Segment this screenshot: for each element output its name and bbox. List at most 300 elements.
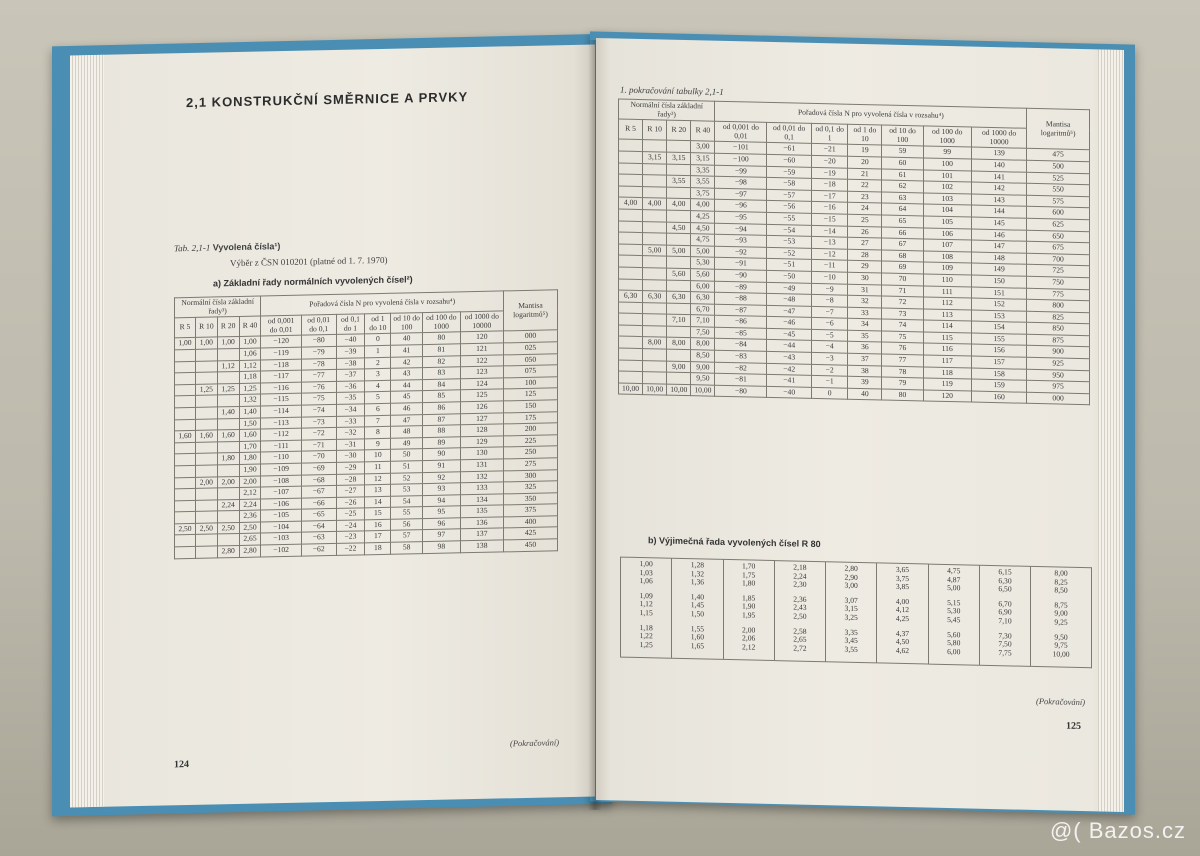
- table-cell: 68: [882, 250, 923, 263]
- table-cell: 106: [923, 227, 971, 240]
- r80-value: 2,50: [793, 611, 807, 621]
- table-cell: 950: [1027, 369, 1090, 382]
- r80-column: [928, 564, 979, 666]
- r80-value: 1,06: [639, 576, 653, 586]
- table-cell: 1,25: [217, 383, 239, 395]
- table-caption: [174, 241, 280, 253]
- r80-value: 2,18: [793, 562, 807, 572]
- table-cell: −96: [715, 200, 767, 213]
- table-cell: 9,50: [691, 373, 715, 385]
- table-cell: 5,00: [691, 245, 715, 257]
- table-cell: 138: [460, 540, 503, 553]
- table-cell: 8,00: [667, 338, 691, 350]
- r80-value: 1,65: [690, 640, 705, 651]
- table-cell: 10: [365, 450, 391, 462]
- table-cell: 2,50: [217, 522, 239, 534]
- table-cell: 137: [460, 528, 503, 541]
- table-cell: −19: [812, 167, 848, 179]
- table-cell: 31: [848, 284, 882, 296]
- r80-column: [877, 563, 928, 665]
- table-cell: 2: [365, 357, 391, 369]
- table-cell: 10,00: [643, 383, 667, 395]
- table-cell: [643, 360, 667, 372]
- table-cell: 3,55: [691, 176, 715, 188]
- table-cell: 140: [971, 159, 1026, 172]
- table-cell: −1: [812, 376, 848, 388]
- table-cell: [195, 360, 217, 372]
- table-cell: 925: [1027, 357, 1090, 370]
- table-cell: 158: [971, 368, 1026, 381]
- table-cell: −87: [715, 304, 767, 317]
- column-header: od 10 do 100: [882, 125, 923, 146]
- table-cell: 4,00: [643, 198, 667, 210]
- table-cell: [643, 256, 667, 268]
- table-cell: 6,30: [667, 291, 691, 303]
- table-cell: 18: [365, 542, 391, 554]
- table-cell: 4,00: [691, 199, 715, 211]
- table-cell: −8: [812, 294, 848, 306]
- table-cell: 82: [423, 355, 461, 367]
- table-cell: 11: [365, 461, 391, 473]
- table-cell: 150: [971, 275, 1026, 288]
- table-cell: 1,60: [175, 430, 196, 442]
- table-cell: 113: [923, 309, 971, 322]
- r80-value: 2,36: [793, 594, 807, 604]
- table-cell: [175, 396, 196, 408]
- table-cell: 19: [848, 145, 882, 157]
- site-watermark: @( Bazos.cz: [1049, 818, 1186, 843]
- table-cell: 130: [460, 447, 503, 460]
- r80-value: 5,30: [947, 606, 961, 616]
- table-cell: 7: [365, 415, 391, 427]
- table-cell: −66: [301, 497, 336, 509]
- r80-value: 1,55: [690, 623, 705, 634]
- table-cell: [619, 302, 643, 314]
- header-ordinal-numbers: Pořadová čísla N pro vyvolená čísla v rozsahu⁴): [715, 101, 1027, 128]
- table-cell: −109: [261, 463, 301, 475]
- table-cell: 24: [848, 203, 882, 215]
- table-cell: [619, 139, 643, 151]
- table-cell: [217, 441, 239, 453]
- table-cell: 136: [460, 517, 503, 530]
- table-cell: −118: [261, 359, 301, 371]
- r80-value: 1,85: [742, 593, 756, 603]
- continuation-caption: 1. pokračování tabulky 2,1-1: [620, 84, 724, 97]
- r80-value: 7,10: [998, 616, 1012, 626]
- r80-value: 3,00: [844, 580, 858, 591]
- table-cell: [217, 488, 239, 500]
- table-cell: 144: [971, 205, 1026, 218]
- table-cell: 0: [812, 387, 848, 399]
- table-cell: 86: [423, 402, 461, 414]
- table-cell: [643, 221, 667, 233]
- table-cell: 124: [460, 378, 503, 391]
- table-cell: 21: [848, 168, 882, 180]
- table-cell: −4: [812, 341, 848, 353]
- table-cell: 1,12: [239, 360, 261, 372]
- r80-value: 10,00: [1052, 649, 1070, 659]
- table-cell: 3,35: [691, 164, 715, 176]
- table-cell: −104: [261, 521, 301, 533]
- r80-value: 2,58: [793, 626, 807, 636]
- r80-value: 4,75: [947, 565, 961, 576]
- table-cell: −48: [767, 293, 812, 306]
- table-cell: −34: [336, 404, 365, 416]
- table-cell: [175, 546, 196, 558]
- table-cell: [195, 407, 217, 419]
- column-header: R 5: [175, 318, 196, 339]
- table-cell: 100: [504, 377, 558, 390]
- table-cell: 375: [504, 504, 558, 517]
- table-cell: −2: [812, 364, 848, 376]
- caption-label: Tab. 2,1-1: [174, 242, 211, 254]
- table-cell: [667, 210, 691, 222]
- table-cell: 1,50: [239, 418, 261, 430]
- table-cell: 54: [391, 495, 423, 507]
- table-cell: −120: [261, 336, 301, 348]
- table-cell: [619, 313, 643, 325]
- table-cell: 40: [391, 333, 423, 345]
- r80-value: 9,25: [1054, 617, 1068, 627]
- table-cell: 8,50: [691, 350, 715, 362]
- r80-value: 2,24: [793, 571, 807, 581]
- table-cell: 44: [391, 379, 423, 391]
- table-cell: 3: [365, 368, 391, 380]
- table-cell: [619, 232, 643, 244]
- table-cell: 157: [971, 356, 1026, 369]
- table-cell: −106: [261, 498, 301, 510]
- column-header: od 0,1 do 1: [336, 314, 365, 335]
- table-cell: 73: [882, 308, 923, 321]
- r80-value: 1,70: [742, 561, 756, 571]
- table-cell: 64: [882, 203, 923, 216]
- table-cell: −23: [336, 531, 365, 543]
- table-cell: −76: [301, 381, 336, 393]
- table-cell: −73: [301, 416, 336, 428]
- table-cell: 400: [504, 516, 558, 529]
- table-cell: 1,00: [195, 337, 217, 349]
- r80-value: 4,25: [895, 613, 910, 624]
- table-cell: 2,50: [175, 523, 196, 535]
- table-cell: 52: [391, 472, 423, 484]
- table-cell: 050: [504, 353, 558, 366]
- r80-column: [621, 557, 672, 659]
- table-cell: 7,50: [691, 327, 715, 339]
- table-cell: [195, 453, 217, 465]
- r80-value: 1,22: [639, 631, 653, 641]
- table-cell: [643, 302, 667, 314]
- table-cell: −51: [767, 259, 812, 272]
- continued-note-right: (Pokračování): [1036, 695, 1086, 708]
- table-cell: 075: [504, 365, 558, 378]
- table-cell: [195, 349, 217, 361]
- table-cell: 1,60: [195, 430, 217, 442]
- table-cell: 625: [1027, 218, 1090, 231]
- table-cell: −80: [715, 385, 767, 398]
- left-page: [70, 45, 595, 808]
- table-cell: −25: [336, 508, 365, 520]
- column-header: od 1 do 10: [365, 313, 391, 334]
- table-cell: [175, 488, 196, 500]
- table-cell: 6,00: [691, 280, 715, 292]
- table-cell: −111: [261, 440, 301, 452]
- table-cell: [217, 534, 239, 546]
- table-cell: 7,10: [691, 315, 715, 327]
- table-cell: 33: [848, 307, 882, 319]
- r80-value: 3,85: [895, 582, 910, 592]
- table-cell: 55: [391, 507, 423, 519]
- table-cell: −6: [812, 318, 848, 330]
- table-cell: −82: [715, 362, 767, 375]
- table-cell: 750: [1027, 276, 1090, 289]
- table-cell: 63: [882, 192, 923, 205]
- r80-value: 6,90: [998, 607, 1012, 617]
- column-header: od 10 do 100: [391, 313, 423, 334]
- table-cell: 116: [923, 343, 971, 356]
- page-edges-left: [70, 55, 104, 808]
- r80-value: 2,80: [844, 563, 858, 573]
- table-cell: [619, 336, 643, 348]
- table-cell: 650: [1027, 230, 1090, 243]
- table-cell: [195, 372, 217, 384]
- table-cell: 800: [1027, 299, 1090, 312]
- table-cell: 48: [391, 426, 423, 438]
- table-cell: 76: [882, 342, 923, 355]
- column-header: od 0,01 do 0,1: [767, 123, 812, 144]
- table-cell: [643, 140, 667, 152]
- table-cell: 160: [971, 391, 1026, 404]
- table-cell: 77: [882, 354, 923, 367]
- column-header: R 5: [619, 119, 643, 140]
- table-cell: 3,15: [667, 152, 691, 164]
- table-cell: 2,00: [239, 476, 261, 488]
- table-cell: 84: [423, 379, 461, 391]
- table-cell: 450: [504, 539, 558, 552]
- table-cell: −24: [336, 520, 365, 532]
- table-cell: 350: [504, 492, 558, 505]
- selection-note: Výběr z ČSN 010201 (platné od 1. 7. 1970): [230, 254, 388, 269]
- table-cell: −12: [812, 248, 848, 260]
- table-cell: 97: [423, 529, 461, 541]
- table-cell: −94: [715, 223, 767, 236]
- r80-value: 5,45: [947, 614, 961, 625]
- table-cell: 159: [971, 379, 1026, 392]
- table-cell: 27: [848, 237, 882, 249]
- table-cell: 108: [923, 251, 971, 264]
- table-cell: 1,90: [239, 464, 261, 476]
- table-cell: −14: [812, 225, 848, 237]
- table-cell: [667, 303, 691, 315]
- r80-value: 4,37: [895, 628, 910, 638]
- table-cell: −5: [812, 329, 848, 341]
- header-normal-numbers: Normální čísla základní řady³): [175, 296, 261, 318]
- r80-value: 8,25: [1054, 577, 1068, 587]
- column-header: R 20: [217, 317, 239, 338]
- column-header: R 40: [691, 121, 715, 142]
- table-cell: [619, 360, 643, 372]
- table-cell: 5,00: [643, 244, 667, 256]
- table-cell: 20: [848, 156, 882, 168]
- table-cell: −29: [336, 462, 365, 474]
- table-cell: 152: [971, 298, 1026, 311]
- r80-value: 1,80: [742, 578, 756, 588]
- table-cell: 69: [882, 261, 923, 274]
- table-cell: 475: [1027, 149, 1090, 162]
- table-cell: 58: [391, 542, 423, 554]
- table-cell: −39: [336, 346, 365, 358]
- table-cell: 121: [460, 343, 503, 356]
- r80-value: 1,75: [742, 569, 756, 580]
- table-cell: 150: [504, 400, 558, 413]
- table-cell: −110: [261, 451, 301, 463]
- table-cell: 500: [1027, 160, 1090, 173]
- column-header: R 10: [643, 120, 667, 141]
- r80-value: 5,80: [947, 638, 961, 648]
- page-number-right: 125: [1066, 720, 1081, 733]
- table-cell: −115: [261, 393, 301, 405]
- table-cell: 70: [882, 273, 923, 286]
- table-cell: [643, 372, 667, 384]
- table-cell: 122: [460, 354, 503, 367]
- table-cell: 1,00: [239, 336, 261, 348]
- section-heading: 2,1 KONSTRUKČNÍ SMĚRNICE A PRVKY: [186, 89, 469, 111]
- table-cell: 112: [923, 297, 971, 310]
- r80-value: 5,60: [947, 629, 961, 639]
- caption-title: Vyvolená čísla¹): [212, 241, 281, 253]
- table-cell: 1,80: [217, 453, 239, 465]
- table-cell: 94: [423, 495, 461, 507]
- table-cell: −40: [767, 386, 812, 399]
- table-cell: 120: [923, 390, 971, 403]
- table-cell: [175, 535, 196, 547]
- table-cell: 81: [423, 344, 461, 356]
- table-cell: 98: [423, 541, 461, 553]
- table-cell: 34: [848, 319, 882, 331]
- table-cell: −53: [767, 236, 812, 249]
- table-cell: 65: [882, 215, 923, 228]
- table-cell: 148: [971, 252, 1026, 265]
- table-cell: 38: [848, 365, 882, 377]
- table-cell: 143: [971, 194, 1026, 207]
- table-cell: −85: [715, 327, 767, 340]
- table-cell: [195, 418, 217, 430]
- table-cell: 26: [848, 226, 882, 238]
- table-cell: 39: [848, 376, 882, 388]
- table-cell: [195, 395, 217, 407]
- table-cell: 8: [365, 426, 391, 438]
- table-cell: −9: [812, 283, 848, 295]
- r80-value: 8,50: [1054, 585, 1068, 595]
- r80-value: 2,12: [742, 642, 756, 652]
- table-cell: [619, 186, 643, 198]
- table-cell: −20: [812, 155, 848, 167]
- table-cell: [643, 267, 667, 279]
- table-cell: 156: [971, 344, 1026, 357]
- table-cell: 2,80: [239, 545, 261, 557]
- table-cell: 127: [460, 412, 503, 425]
- table-cell: 5,60: [691, 269, 715, 281]
- column-header: od 0,01 do 0,1: [301, 315, 336, 336]
- r80-value: 8,00: [1054, 568, 1068, 578]
- table-cell: 134: [460, 494, 503, 507]
- table-cell: −105: [261, 509, 301, 521]
- r80-value: 1,60: [690, 632, 705, 642]
- table-cell: 550: [1027, 183, 1090, 196]
- table-cell: 6,30: [619, 290, 643, 302]
- table-cell: 1,00: [175, 338, 196, 350]
- column-header: od 0,001 do 0,01: [715, 121, 767, 142]
- table-cell: 60: [882, 157, 923, 170]
- table-cell: −32: [336, 427, 365, 439]
- table-cell: 900: [1027, 346, 1090, 359]
- table-cell: [175, 512, 196, 524]
- table-cell: −80: [301, 335, 336, 347]
- table-cell: 125: [504, 388, 558, 401]
- table-cell: 147: [971, 240, 1026, 253]
- table-cell: 132: [460, 470, 503, 483]
- table-cell: −16: [812, 202, 848, 214]
- r80-table: [620, 557, 1092, 669]
- table-cell: 5,30: [691, 257, 715, 269]
- table-cell: [619, 267, 643, 279]
- table-cell: 600: [1027, 207, 1090, 220]
- table-cell: [643, 233, 667, 245]
- table-cell: 275: [504, 458, 558, 471]
- table-cell: −15: [812, 213, 848, 225]
- table-cell: 71: [882, 284, 923, 297]
- table-cell: −38: [336, 357, 365, 369]
- table-cell: 80: [423, 332, 461, 344]
- r80-column: [723, 559, 774, 661]
- table-cell: −10: [812, 271, 848, 283]
- table-cell: 9: [365, 438, 391, 450]
- table-cell: 875: [1027, 334, 1090, 347]
- table-cell: 99: [923, 146, 971, 159]
- table-cell: 5,60: [667, 268, 691, 280]
- table-cell: 131: [460, 459, 503, 472]
- r80-value: 3,65: [895, 564, 910, 575]
- table-cell: 126: [460, 401, 503, 414]
- table-cell: 4,50: [691, 222, 715, 234]
- table-cell: 95: [423, 506, 461, 518]
- r80-value: 5,00: [947, 583, 961, 593]
- table-cell: 117: [923, 355, 971, 368]
- r80-value: 2,00: [742, 624, 756, 635]
- r80-value: 8,75: [1054, 600, 1068, 610]
- r80-value: 5,15: [947, 597, 961, 608]
- table-cell: −77: [301, 370, 336, 382]
- table-cell: 139: [971, 147, 1026, 160]
- table-cell: [175, 442, 196, 454]
- table-cell: 3,15: [643, 152, 667, 164]
- table-cell: [195, 546, 217, 558]
- table-cell: [667, 256, 691, 268]
- table-cell: −56: [767, 201, 812, 214]
- table-cell: 975: [1027, 381, 1090, 394]
- column-header: od 100 do 1000: [923, 126, 971, 147]
- table-cell: 1: [365, 345, 391, 357]
- table-cell: 675: [1027, 241, 1090, 254]
- table-cell: −62: [301, 543, 336, 555]
- table-cell: −114: [261, 405, 301, 417]
- table-cell: [175, 407, 196, 419]
- table-cell: −22: [336, 543, 365, 555]
- table-cell: [217, 511, 239, 523]
- table-cell: −17: [812, 190, 848, 202]
- table-cell: 1,60: [239, 429, 261, 441]
- r80-column: [774, 561, 825, 663]
- table-cell: 8,00: [643, 337, 667, 349]
